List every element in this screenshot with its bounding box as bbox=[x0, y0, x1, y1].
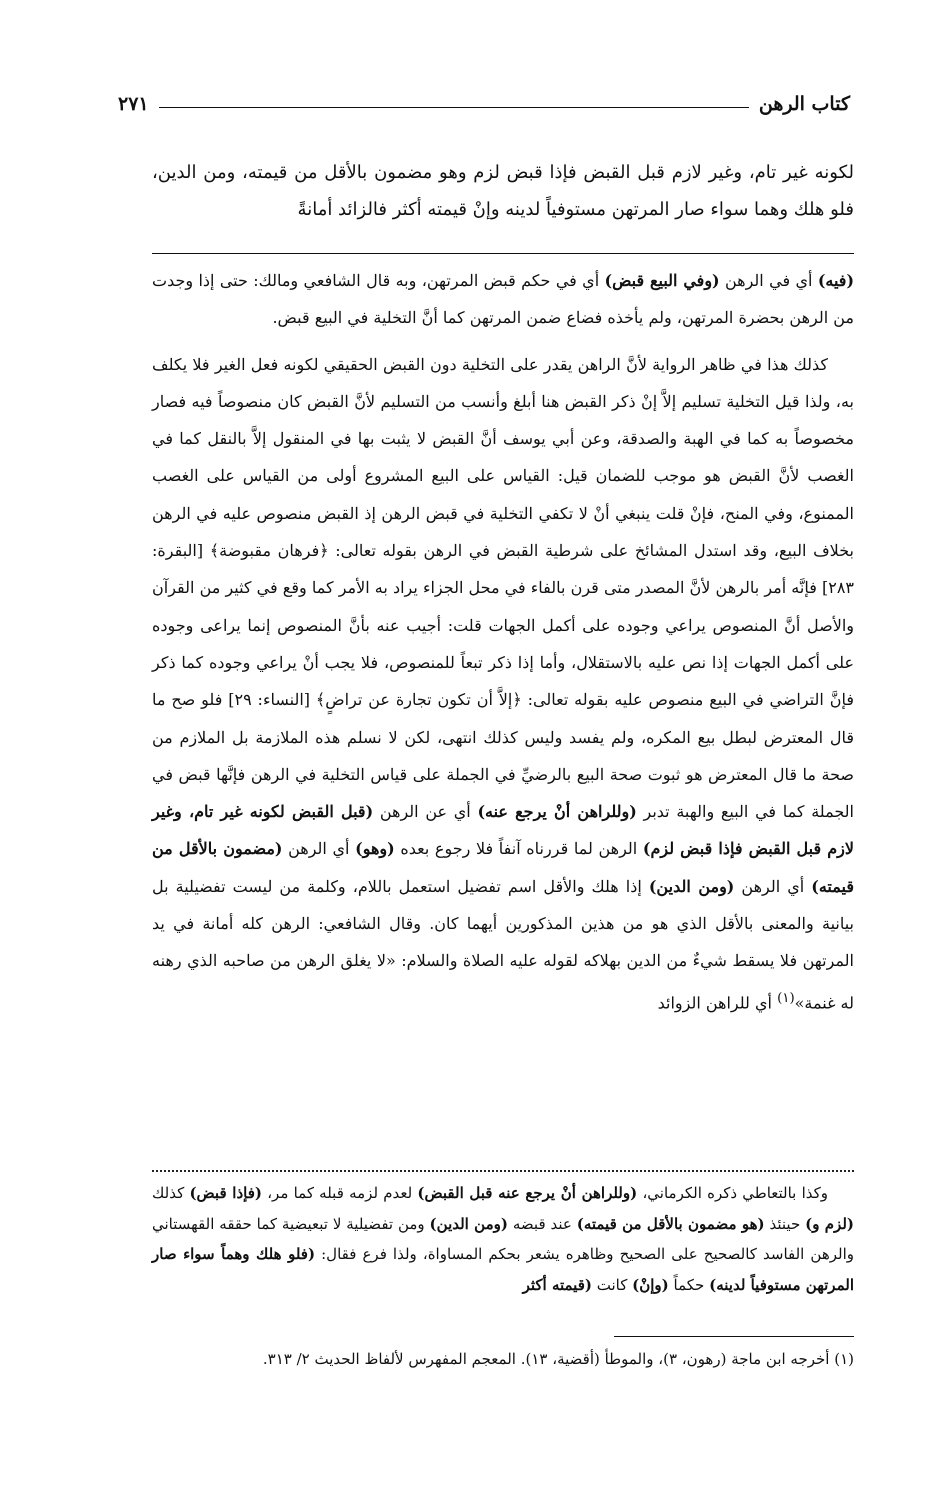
bold-quote: (قبل القبض لكونه غير تام، وغير لازم قبل القبض فإذا قبض لزم) bbox=[152, 802, 855, 859]
sharh-text: أي الرهن bbox=[282, 839, 356, 859]
bold-quote: (وللراهن أنْ يرجع عنه قبل القبض) bbox=[417, 1184, 638, 1202]
footnote: (١) أخرجه ابن ماجة (رهون، ٣)، والموطأ (أقضية، ١٣). المعجم المفهرس لألفاظ الحديث ٢/ ٣١٣. bbox=[262, 1350, 854, 1368]
running-head bbox=[118, 88, 850, 120]
hashiya-text: حينئذ bbox=[764, 1214, 806, 1233]
dotted-separator bbox=[152, 1156, 854, 1172]
hashiya-text: لعدم لزمه قبله كما مر، bbox=[261, 1184, 418, 1202]
hashiya-text: ومن تفضيلية لا تبعيضية كما حققه القهستاني والرهن الفاسد كالصحيح على الصحيح وظاهره يشعر بحكم المساواة، ولذا فرع فقال: bbox=[152, 1214, 854, 1264]
sharh-text: الرهن لما قررناه آنفاً فلا رجوع بعده bbox=[394, 839, 643, 859]
hashiya-paragraph bbox=[152, 1178, 854, 1300]
hashiya-text: حكماً bbox=[668, 1275, 710, 1294]
bold-quote: (وفي البيع قبض) bbox=[604, 271, 720, 290]
hashiya-text: وكذا بالتعاطي ذكره الكرماني، bbox=[637, 1184, 828, 1202]
bold-quote: (فإذا قبض) bbox=[189, 1184, 262, 1202]
sharh-text: أي الرهن bbox=[734, 876, 812, 896]
hashiya-text: كذلك bbox=[152, 1184, 190, 1202]
matn-separator bbox=[152, 253, 854, 254]
footnote-separator bbox=[614, 1336, 854, 1337]
sharh-paragraph-1 bbox=[152, 262, 854, 337]
matn-text: لكونه غير تام، وغير لازم قبل القبض فإذا قبض لزم وهو مضمون بالأقل من قيمته، ومن الدين، فلو هلك وهما سواء صار المرتهن مستوفياً لدينه وإنْ قيمته أكثر فالزائد أمانةً bbox=[152, 162, 854, 220]
hashiya-gloss bbox=[152, 1178, 854, 1300]
sharh-text: أي عن الرهن bbox=[373, 802, 478, 822]
bold-quote: (وللراهن أنْ يرجع عنه) bbox=[477, 802, 637, 822]
bold-quote: (وإنْ) bbox=[632, 1275, 669, 1294]
bold-quote: (مضمون بالأقل من قيمته) bbox=[152, 839, 854, 896]
bold-quote: (وهو) bbox=[355, 839, 395, 859]
bold-quote: (فيه) bbox=[817, 271, 855, 290]
bold-quote: (ومن الدين) bbox=[648, 876, 735, 896]
header-rule bbox=[159, 107, 749, 108]
footnote-ref: (١) bbox=[777, 990, 795, 1006]
sharh-text: أي في حكم قبض المرتهن، وبه قال الشافعي ومالك: حتى إذا وجدت من الرهن بحضرة المرتهن، ولم يأخذه فضاع ضمن المرتهن كما أنَّ التخلية في البيع قبض. bbox=[152, 271, 854, 328]
sharh-text: أي للراهن الزوائد bbox=[657, 992, 778, 1012]
sharh-commentary bbox=[152, 262, 854, 1021]
sharh-paragraph-2 bbox=[152, 346, 854, 1022]
bold-quote: (قيمته أكثر bbox=[522, 1275, 592, 1294]
page-number: ٢٧١ bbox=[118, 93, 149, 115]
bold-quote: (هو مضمون بالأقل من قيمته) bbox=[576, 1214, 765, 1233]
bold-quote: (لزم و) bbox=[805, 1214, 854, 1233]
hashiya-text: عند قبضه bbox=[507, 1214, 577, 1233]
sharh-text: أي في الرهن bbox=[719, 271, 818, 290]
sharh-text: إذا هلك والأقل اسم تفضيل استعمل باللام، وكلمة من ليست تفضيلية بل بيانية والمعنى بالأقل الذي هو من هذين المذكورين أيهما كان. وقال الشافعي: الرهن كله أمانة في يد المرتهن فلا يسقط شيءٌ من الدين بهلاكه لقوله عليه الصلاة والسلام: «لا يغلق الرهن من صاحبه الذي رهنه له غنمة» bbox=[152, 876, 854, 1012]
book-title: كتاب الرهن bbox=[758, 93, 850, 115]
bold-quote: (فلو هلك وهماً سواء صار المرتهن مستوفياً لدينه) bbox=[152, 1245, 854, 1294]
hashiya-text: كانت bbox=[591, 1275, 633, 1294]
bold-quote: (ومن الدين) bbox=[429, 1214, 508, 1233]
sharh-text: كذلك هذا في ظاهر الرواية لأنَّ الراهن يقدر على التخلية دون القبض الحقيقي لكونه فعل الغير فلا يكلف به، ولذا قيل التخلية تسليم إلاَّ إنْ ذكر القبض هنا أبلغ وأنسب من التسليم لأنَّ القبض كان منصوصاً فيه فصار مخصوصاً به كما في الهبة والصدقة، وعن أبي يوسف أنَّ القبض لا يثبت بها في المنقول إلاَّ بالنقل كما في الغصب لأنَّ القبض هو موجب للضمان قيل: القياس على البيع المشروع أولى من القياس على الغصب الممنوع، وفي المنح، فإنْ قلت ينبغي أنْ لا تكفي التخلية في قبض الرهن إذ القبض منصوص عليه في الرهن بخلاف البيع، وقد استدل المشائخ على شرطية القبض في الرهن بقوله تعالى: ﴿فرهان مقبوضة﴾ [البقرة: ٢٨٣] فإنَّه أمر بالرهن لأنَّ المصدر متى قرن بالفاء في محل الجزاء يراد به الأمر كما وقع في كثير من القرآن والأصل أنَّ المنصوص يراعي وجوده على أكمل الجهات قلت: أجيب عنه بأنَّ المنصوص إنما يراعى وجوده على أكمل الجهات إذا نص عليه بالاستقلال، وأما إذا ذكر تبعاً للمنصوص، فلا يجب أنْ يراعي وجوده كما ذكر فإنَّ التراضي في البيع منصوص عليه بقوله تعالى: ﴿إلاَّ أن تكون تجارة عن تراضٍ﴾ [النساء: ٢٩] فلو صح ما قال المعترض لبطل بيع المكره، ولم يفسد وليس كذلك انتهى، لكن لا نسلم هذه الملازمة بل الملازم من صحة ما قال المعترض هو ثبوت صحة البيع بالرضيِّ في الجملة على قياس التخلية في الرهن فإنَّها قبض في الجملة كما في البيع والهبة تدبر bbox=[152, 354, 854, 822]
